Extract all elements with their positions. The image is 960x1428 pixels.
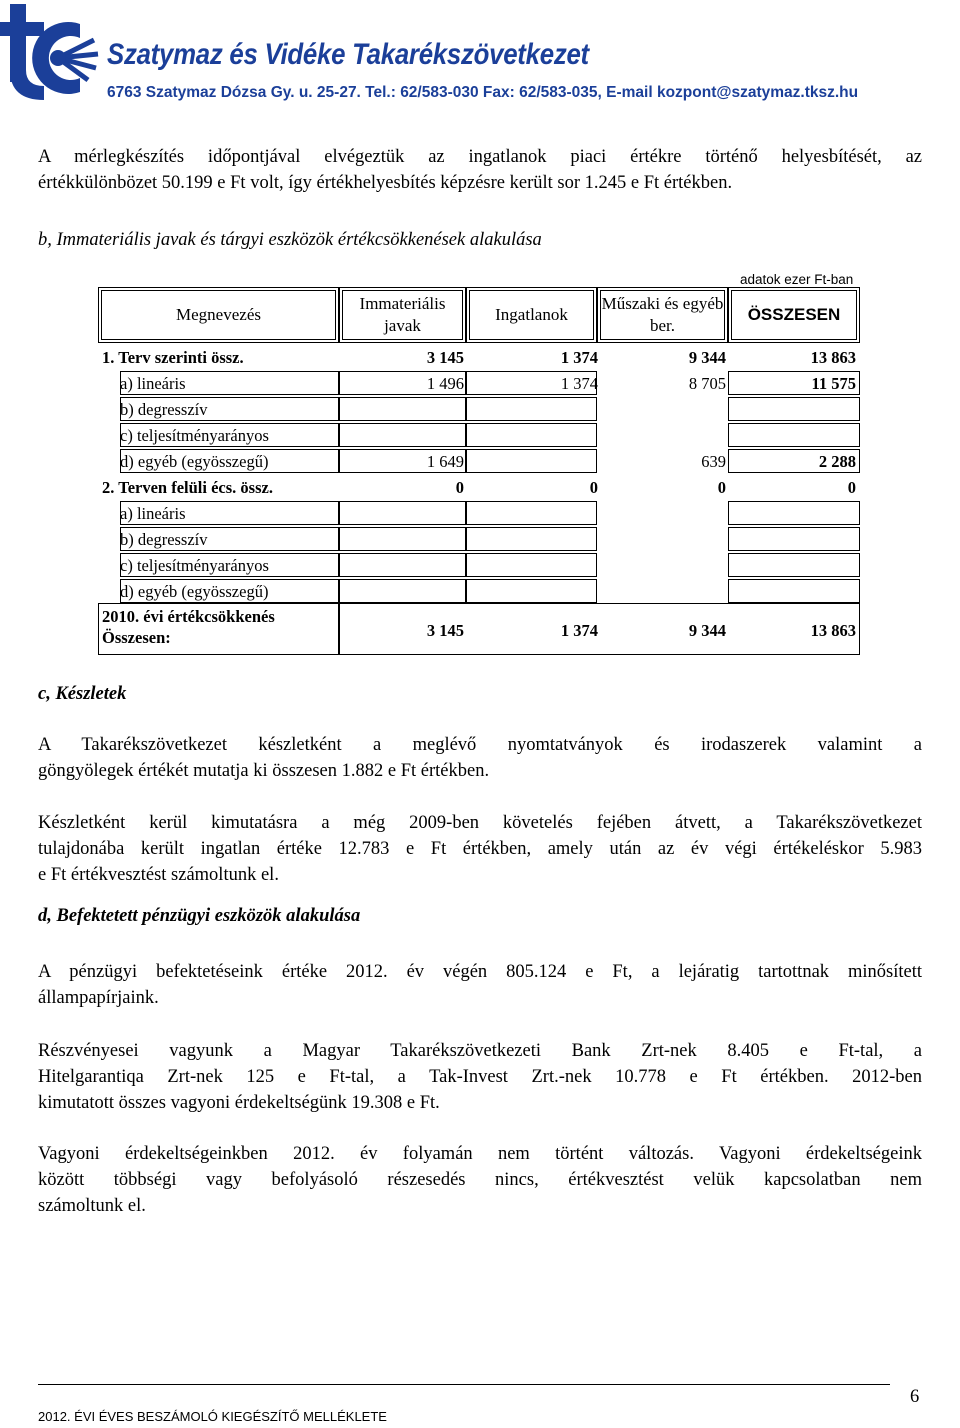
cell-box <box>466 449 597 473</box>
cell-technical: 8 705 <box>688 374 726 393</box>
section-d-p1-line1: A pénzügyi befektetéseink értéke 2012. év végén 805.124 e Ft, a lejáratig tartottnak minősített <box>38 962 922 982</box>
summary-label-line1: 2010. évi értékcsökkenés <box>102 607 275 626</box>
summary-technical-col: 1 374 <box>560 621 598 640</box>
cell-box <box>120 579 339 603</box>
table-row <box>98 423 860 449</box>
cell-box <box>120 397 339 421</box>
summary-technical: 9 344 <box>688 621 726 640</box>
cell-box <box>466 423 597 447</box>
section-d-paragraph-1 <box>38 959 922 1011</box>
cell-box <box>728 579 860 603</box>
section-d-p3-line3: számoltunk el. <box>38 1196 146 1216</box>
cell-total: 0 <box>847 478 856 497</box>
section-c-p2-line1: Készletként kerül kimutatásra a még 2009-ben követelés fejében átvett, a Takarékszövetkezet <box>38 813 922 833</box>
cell-box <box>120 501 339 525</box>
intro-line-1: A mérlegkészítés időpontjával elvégeztük az ingatlanok piaci értékre történő helyesbítését, az <box>38 147 922 167</box>
depreciation-table <box>98 287 860 655</box>
cell-box <box>466 397 597 421</box>
section-c-p2-line2: tulajdonába került ingatlan értéke 12.783 e Ft értékben, amely után az év végi értékeléskor 5.983 <box>38 839 922 859</box>
section-d-paragraph-3 <box>38 1141 922 1219</box>
row-label: a) lineáris <box>120 374 186 393</box>
cell-box <box>466 579 597 603</box>
row-label: 2. Terven felüli écs. össz. <box>102 478 273 497</box>
section-c-paragraph-1 <box>38 732 922 784</box>
intro-line-2: értékkülönbözet 50.199 e Ft volt, így értékhelyesbítés képzésre került sor 1.245 e Ft értékben. <box>38 173 733 193</box>
cell-box <box>728 527 860 551</box>
header-property: Ingatlanok <box>466 287 597 343</box>
cell-box <box>466 501 597 525</box>
row-label: 1. Terv szerinti össz. <box>102 348 244 367</box>
organization-name: Szatymaz és Vidéke Takarékszövetkezet <box>107 38 589 71</box>
section-c-p1-line2: göngyölegek értékét mutatja ki összesen 1.882 e Ft értékben. <box>38 761 490 781</box>
section-d-paragraph-2 <box>38 1038 922 1116</box>
section-c-p1-line1: A Takarékszövetkezet készletként a meglévő nyomtatványok és irodaszerek valamint a <box>38 735 922 755</box>
header-technical: Műszaki és egyéb ber. <box>597 287 728 343</box>
cell-box <box>339 527 466 551</box>
section-d-p3-line2: között többségi vagy befolyásoló részesedés nincs, értékvesztést velük kapcsolatban nem <box>38 1170 922 1190</box>
summary-total: 13 863 <box>810 621 856 640</box>
section-d-heading: d, Befektetett pénzügyi eszközök alakulása <box>38 906 361 926</box>
table-row <box>98 553 860 579</box>
unit-note: adatok ezer Ft-ban <box>740 272 854 287</box>
summary-label <box>102 606 275 648</box>
section-d-p3-line1: Vagyoni érdekeltségeinkben 2012. év folyamán nem történt változás. Vagyoni érdekeltségeink <box>38 1144 922 1164</box>
cell-technical: 0 <box>717 478 726 497</box>
intro-paragraph <box>38 144 922 196</box>
section-d-p2-line2: Hitelgarantiqa Zrt-nek 125 e Ft-tal, a Tak-Invest Zrt.-nek 10.778 e Ft értékben. 2012-ben <box>38 1067 922 1087</box>
cell-box <box>120 423 339 447</box>
section-d-p1-line2: állampapírjaink. <box>38 988 159 1008</box>
cell-total: 11 575 <box>811 374 856 393</box>
organization-address: 6763 Szatymaz Dózsa Gy. u. 25-27. Tel.: 62/583-030 Fax: 62/583-035, E-mail kozpont@szatymaz.tksz.hu <box>107 84 859 101</box>
cell-technical: 639 <box>701 452 726 471</box>
organization-logo <box>0 0 106 104</box>
summary-label-line2: Összesen: <box>102 628 171 647</box>
row-label: b) degresszív <box>120 400 208 419</box>
cell-technical: 9 344 <box>688 348 726 367</box>
cell-technical-col: 0 <box>589 478 598 497</box>
row-label: d) egyéb (egyösszegű) <box>120 452 269 471</box>
table-row <box>98 579 860 605</box>
cell-total: 2 288 <box>818 452 856 471</box>
cell-box <box>339 579 466 603</box>
row-label: c) teljesítményarányos <box>120 426 269 445</box>
cell-box <box>728 423 860 447</box>
footer-divider <box>38 1384 890 1385</box>
section-b-heading <box>38 230 542 251</box>
cell-box <box>728 501 860 525</box>
cell-box <box>120 371 339 395</box>
cell-technical-col: 1 374 <box>560 348 598 367</box>
section-d-p2-line1: Részvényesei vagyunk a Magyar Takarékszövetkezeti Bank Zrt-nek 8.405 e Ft-tal, a <box>38 1041 922 1061</box>
section-b-heading-text: b, Immateriális javak és tárgyi eszközök értékcsökkenések alakulása <box>38 230 542 250</box>
cell-box <box>120 449 339 473</box>
cell-property: 0 <box>455 478 464 497</box>
cell-property: 3 145 <box>426 348 464 367</box>
cell-total: 13 863 <box>810 348 856 367</box>
summary-values-box <box>339 603 860 655</box>
page-number: 6 <box>910 1387 920 1407</box>
header-immaterial: Immateriális javak <box>339 287 466 343</box>
cell-property: 1 496 <box>426 374 464 393</box>
cell-box <box>120 553 339 577</box>
cell-box <box>339 423 466 447</box>
cell-box <box>339 553 466 577</box>
section-c-paragraph-2 <box>38 810 922 888</box>
footer-text: 2012. ÉVI ÉVES BESZÁMOLÓ KIEGÉSZÍTŐ MELLÉKLETE <box>38 1409 387 1424</box>
section-d-p2-line3: kimutatott összes vagyoni érdekeltségünk 19.308 e Ft. <box>38 1093 440 1113</box>
header-name: Megnevezés <box>98 287 339 343</box>
cell-technical-col: 1 374 <box>560 374 598 393</box>
header-total: ÖSSZESEN <box>728 287 860 343</box>
cell-box <box>728 553 860 577</box>
table-row <box>98 501 860 527</box>
table-row <box>98 527 860 553</box>
cell-box <box>466 553 597 577</box>
row-label: a) lineáris <box>120 504 186 523</box>
table-row <box>98 449 860 475</box>
summary-property: 3 145 <box>426 621 464 640</box>
cell-box <box>466 527 597 551</box>
cell-box <box>728 397 860 421</box>
row-label: d) egyéb (egyösszegű) <box>120 582 269 601</box>
cell-box <box>339 397 466 421</box>
cell-box <box>120 527 339 551</box>
cell-property: 1 649 <box>426 452 464 471</box>
table-row <box>98 345 860 371</box>
table-row <box>98 397 860 423</box>
cell-box <box>339 501 466 525</box>
section-c-p2-line3: e Ft értékvesztést számoltunk el. <box>38 865 279 885</box>
section-c-heading: c, Készletek <box>38 684 127 704</box>
row-label: b) degresszív <box>120 530 208 549</box>
table-row <box>98 371 860 397</box>
table-row <box>98 475 860 501</box>
summary-row <box>98 603 860 655</box>
row-label: c) teljesítményarányos <box>120 556 269 575</box>
